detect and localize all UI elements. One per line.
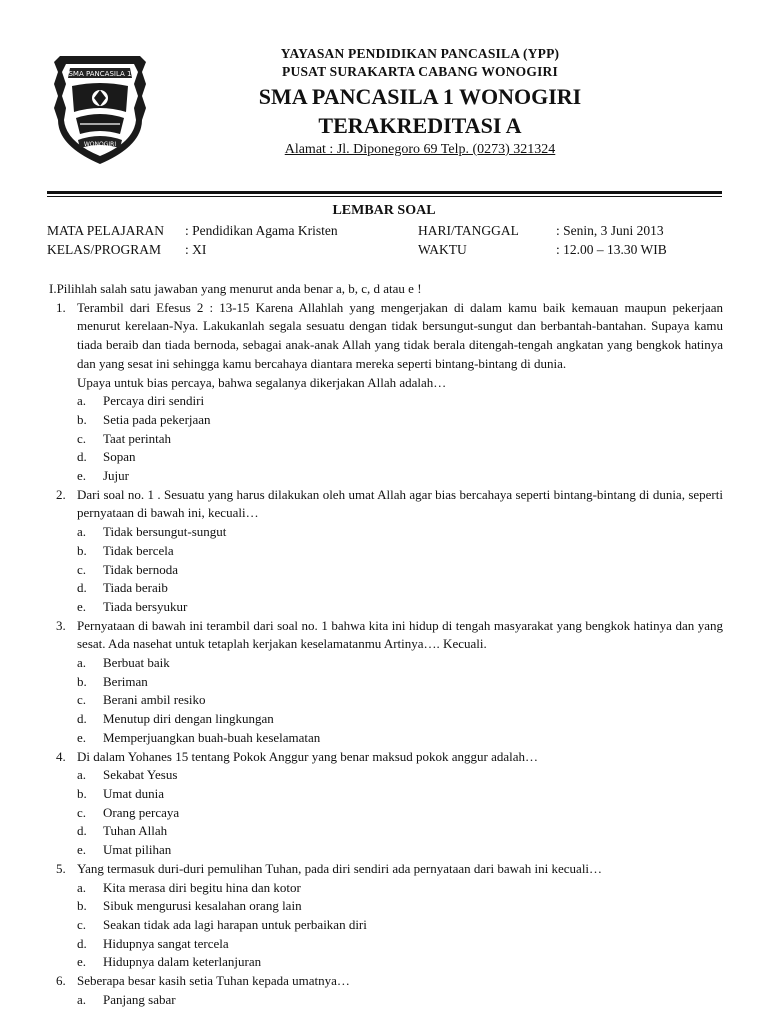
logo-text-top: SMA PANCASILA 1	[68, 70, 132, 78]
option-text: Menutup diri dengan lingkungan	[103, 711, 274, 727]
question-item	[47, 860, 723, 972]
option-item[interactable]	[77, 448, 723, 467]
option-text: Orang percaya	[103, 804, 180, 820]
option-text: Tuhan Allah	[103, 823, 168, 839]
option-text: Tiada bersyukur	[103, 598, 188, 614]
option-letter: d.	[77, 580, 87, 596]
option-letter: d.	[77, 449, 87, 465]
option-list	[77, 991, 723, 1010]
option-text: Jujur	[103, 468, 129, 484]
option-letter: b.	[77, 785, 87, 801]
option-item[interactable]	[77, 822, 723, 841]
question-text: Terambil dari Efesus 2 : 13-15 Karena Allahlah yang mengerjakan di dalam kamu baik kemauan maupun pekerjaan menurut kerelaan-Nya. Lakukanlah segala sesuatu dengan tidak bersungut-sungut dan berbantah-bantahan. Supaya kamu tiada beraib dan tiada bernoda, sebagai anak-anak Allah yang tidak berala ditengah-tengah angkatan yang bengkok hatinya dan yang sesat ini sehingga kamu bercahaya diantara mereka seperti bintang-bintang di dunia.	[77, 299, 723, 371]
option-list	[77, 523, 723, 617]
option-letter: d.	[77, 935, 87, 951]
option-text: Taat perintah	[103, 430, 172, 446]
option-item[interactable]	[77, 766, 723, 785]
option-list	[77, 392, 723, 486]
option-text: Umat pilihan	[103, 842, 172, 858]
option-item[interactable]	[77, 879, 723, 898]
option-letter: e.	[77, 729, 87, 745]
option-text: Tidak bernoda	[103, 561, 178, 577]
option-letter: c.	[77, 561, 87, 577]
option-letter: b.	[77, 898, 87, 914]
option-text: Sibuk mengurusi kesalahan orang lain	[103, 898, 302, 914]
school-name: SMA PANCASILA 1 WONOGIRI	[258, 84, 582, 109]
option-item[interactable]	[77, 916, 723, 935]
question-text: Dari soal no. 1 . Sesuatu yang harus dilakukan oleh umat Allah agar bias bercahaya seperti bintang-bintang di dunia, seperti pernyataan di bawah ini, kecuali…	[77, 486, 723, 521]
time-value: : 12.00 – 13.30 WIB	[556, 242, 667, 257]
instruction: I.Pilihlah salah satu jawaban yang menurut anda benar a, b, c, d atau e !	[49, 281, 422, 296]
option-item[interactable]	[77, 392, 723, 411]
question-number: 5.	[56, 860, 66, 876]
option-letter: a.	[77, 879, 87, 895]
option-text: Sekabat Yesus	[103, 767, 178, 783]
option-text: Kita merasa diri begitu hina dan kotor	[103, 879, 301, 895]
option-list	[77, 879, 723, 973]
option-item[interactable]	[77, 561, 723, 580]
option-letter: b.	[77, 673, 87, 689]
option-text: Umat dunia	[103, 785, 165, 801]
option-text: Percaya diri sendiri	[103, 393, 205, 409]
option-letter: a.	[77, 655, 87, 671]
option-letter: b.	[77, 542, 87, 558]
option-item[interactable]	[77, 804, 723, 823]
class-label: KELAS/PROGRAM	[47, 242, 162, 257]
option-letter: d.	[77, 711, 87, 727]
option-list	[77, 766, 723, 860]
header-divider-thick	[47, 191, 722, 194]
option-letter: c.	[77, 804, 87, 820]
question-item	[47, 486, 723, 617]
option-item[interactable]	[77, 673, 723, 692]
option-item[interactable]	[77, 935, 723, 954]
question-number: 4.	[56, 748, 66, 764]
option-text: Setia pada pekerjaan	[103, 411, 211, 427]
subject-label: MATA PELAJARAN	[47, 223, 165, 238]
question-subtext: Upaya untuk bias percaya, bahwa segalanya dikerjakan Allah adalah…	[77, 374, 447, 390]
option-letter: c.	[77, 692, 87, 708]
subject-value: : Pendidikan Agama Kristen	[185, 223, 338, 238]
school-address: Alamat : Jl. Diponegoro 69 Telp. (0273) 321324	[284, 142, 556, 157]
option-text: Tiada beraib	[103, 580, 168, 596]
option-letter: c.	[77, 916, 87, 932]
option-item[interactable]	[77, 691, 723, 710]
option-text: Sopan	[103, 449, 136, 465]
option-letter: c.	[77, 430, 87, 446]
option-text: Tidak bersungut-sungut	[103, 524, 227, 540]
option-text: Hidupnya sangat tercela	[103, 935, 229, 951]
option-item[interactable]	[77, 430, 723, 449]
option-text: Berani ambil resiko	[103, 692, 206, 708]
branch-name: PUSAT SURAKARTA CABANG WONOGIRI	[282, 64, 558, 79]
class-value: : XI	[185, 242, 207, 257]
logo-text-bottom: WONOGIRI	[83, 141, 117, 148]
option-item[interactable]	[77, 729, 723, 748]
option-item[interactable]	[77, 467, 723, 486]
question-text: Pernyataan di bawah ini terambil dari soal no. 1 bahwa kita ini hidup di tengah masyarakat yang bengkok hatinya dan yang sesat. Ada nasehat untuk tetaplah kerjakan keselamatanmu Artinya…. Kecuali.	[77, 617, 723, 652]
school-logo	[50, 50, 150, 168]
day-value: : Senin, 3 Juni 2013	[556, 223, 664, 238]
option-letter: a.	[77, 393, 87, 409]
question-text: Seberapa besar kasih setia Tuhan kepada umatnya…	[77, 973, 350, 989]
header-divider-thin	[47, 196, 722, 197]
question-item	[47, 972, 723, 1009]
option-text: Panjang sabar	[103, 991, 176, 1007]
question-list	[47, 280, 723, 1009]
question-text: Di dalam Yohanes 15 tentang Pokok Anggur yang benar maksud pokok anggur adalah…	[77, 748, 539, 764]
option-letter: e.	[77, 598, 87, 614]
accreditation: TERAKREDITASI A	[318, 113, 522, 138]
question-number: 1.	[56, 299, 66, 315]
option-text: Memperjuangkan buah-buah keselamatan	[103, 729, 321, 745]
option-letter: a.	[77, 767, 87, 783]
question-item	[47, 748, 723, 860]
option-item[interactable]	[77, 710, 723, 729]
option-text: Berbuat baik	[103, 655, 170, 671]
option-letter: a.	[77, 991, 87, 1007]
option-letter: e.	[77, 842, 87, 858]
foundation-name: YAYASAN PENDIDIKAN PANCASILA (YPP)	[280, 46, 560, 61]
option-text: Beriman	[103, 673, 148, 689]
time-label: WAKTU	[418, 242, 467, 257]
option-item[interactable]	[77, 991, 723, 1010]
option-letter: e.	[77, 954, 87, 970]
option-item[interactable]	[77, 598, 723, 617]
option-item[interactable]	[77, 523, 723, 542]
school-emblem-icon	[50, 50, 150, 168]
option-letter: e.	[77, 468, 87, 484]
option-item[interactable]	[77, 841, 723, 860]
option-item[interactable]	[77, 953, 723, 972]
question-text: Yang termasuk duri-duri pemulihan Tuhan, pada diri sendiri ada pernyataan dari bawah ini kecuali…	[77, 860, 603, 876]
question-number: 3.	[56, 617, 66, 633]
option-item[interactable]	[77, 542, 723, 561]
option-item[interactable]	[77, 411, 723, 430]
option-letter: a.	[77, 524, 87, 540]
option-letter: d.	[77, 823, 87, 839]
option-item[interactable]	[77, 654, 723, 673]
option-letter: b.	[77, 411, 87, 427]
question-number: 2.	[56, 486, 66, 502]
option-item[interactable]	[77, 897, 723, 916]
question-number: 6.	[56, 973, 66, 989]
question-item	[47, 617, 723, 748]
question-item	[47, 299, 723, 486]
option-text: Seakan tidak ada lagi harapan untuk perbaikan diri	[103, 916, 367, 932]
sheet-title: LEMBAR SOAL	[332, 203, 436, 218]
option-item[interactable]	[77, 785, 723, 804]
option-list	[77, 654, 723, 748]
day-label: HARI/TANGGAL	[418, 223, 519, 238]
option-text: Hidupnya dalam keterlanjuran	[103, 954, 262, 970]
option-text: Tidak bercela	[103, 542, 174, 558]
option-item[interactable]	[77, 579, 723, 598]
